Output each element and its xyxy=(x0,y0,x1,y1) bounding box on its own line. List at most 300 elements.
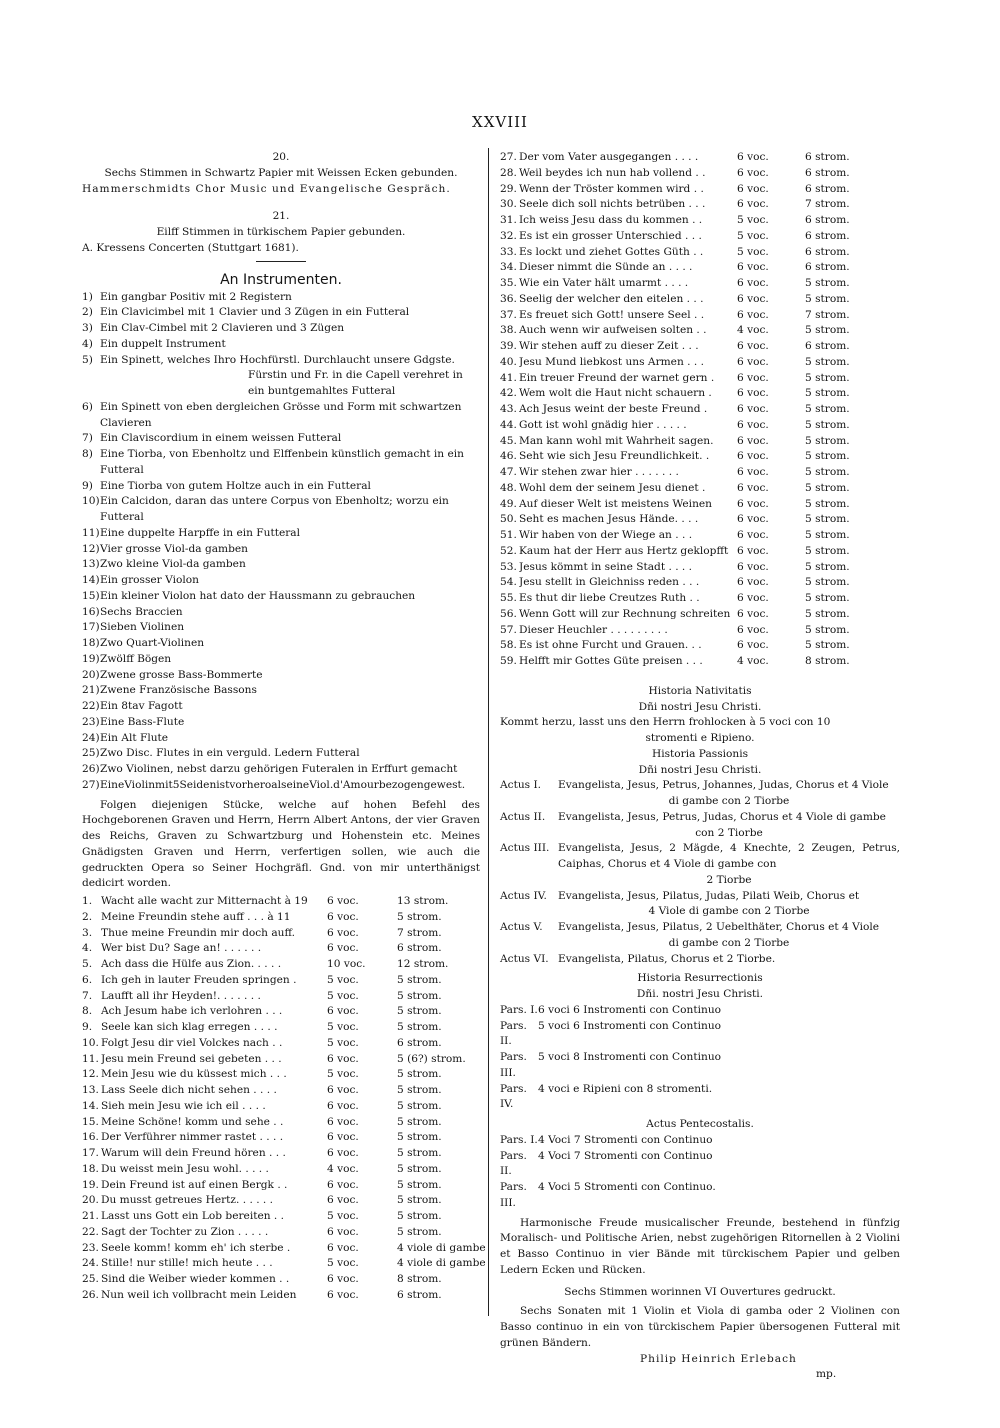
work-instruments: 5 strom. xyxy=(805,466,850,478)
work-title: Ach dass die Hülfe aus Zion. . . . . xyxy=(101,958,282,970)
work-number: 23. xyxy=(82,1241,99,1254)
work-number: 44. xyxy=(500,418,517,431)
work-instruments: 5 strom. xyxy=(397,973,442,986)
instrument-number: 17) xyxy=(82,621,100,634)
instrument-text xyxy=(100,620,480,636)
works-list-left xyxy=(82,894,486,1304)
work-voices: 6 voc. xyxy=(327,895,359,907)
work-title: Nun weil ich vollbracht mein Leiden xyxy=(101,1288,297,1301)
signature-mp: mp. xyxy=(816,1368,837,1381)
work-voices: 5 voc. xyxy=(737,229,769,242)
work-instruments: 6 strom. xyxy=(805,182,850,195)
work-voices: 6 voc. xyxy=(737,639,769,652)
act-text-main: Evangelista, Jesus, Petrus, Judas, Chorus et 4 Viole di gambe xyxy=(558,810,886,823)
work-title: Wir stehen auff zu dieser Zeit . . . xyxy=(519,340,699,352)
work-number: 4. xyxy=(82,942,93,955)
work-row xyxy=(500,308,900,324)
instrument-text-main: Zwo kleine Viol-da gamben xyxy=(100,558,246,571)
instrument-item xyxy=(82,746,480,762)
work-instruments: 5 strom. xyxy=(397,1210,442,1222)
work-number: 16. xyxy=(82,1131,99,1144)
work-voices: 6 voc. xyxy=(737,576,769,589)
work-row xyxy=(82,894,480,910)
passion-act xyxy=(500,952,900,968)
work-number: 47. xyxy=(500,466,517,478)
work-number: 30. xyxy=(500,198,517,211)
instrument-text xyxy=(100,353,480,400)
passion-act xyxy=(500,841,900,888)
work-title: Folgt Jesu dir viel Volckes nach . . xyxy=(101,1036,283,1049)
work-row xyxy=(82,1130,480,1146)
work-voices: 6 voc. xyxy=(737,182,769,195)
work-voices: 6 voc. xyxy=(327,1131,359,1144)
work-instruments: 5 strom. xyxy=(397,989,442,1002)
work-number: 35. xyxy=(500,277,517,289)
work-title: Ich weiss Jesu dass du kommen . . xyxy=(519,214,703,226)
work-number: 36. xyxy=(500,292,517,305)
instrument-text-main: Ein 8tav Fagott xyxy=(100,700,183,712)
instrument-text-main: Ein kleiner Violon hat dato der Haussmann zu gebrauchen xyxy=(100,589,416,602)
work-voices: 6 voc. xyxy=(737,623,769,636)
work-row xyxy=(82,1288,480,1304)
work-title: Kaum hat der Herr aus Hertz geklopfft xyxy=(519,544,729,557)
work-instruments: 8 strom. xyxy=(805,655,850,667)
instrument-text xyxy=(100,447,480,479)
work-instruments: 13 strom. xyxy=(397,895,449,907)
separator-rule xyxy=(256,261,306,262)
work-row xyxy=(500,434,900,450)
instrument-text-main: Ein Spinett, welches Ihro Hochfürstl. Durchlaucht unsere Gdgste. xyxy=(100,353,455,366)
actus-pentecostalis-title: Actus Pentecostalis. xyxy=(646,1118,754,1130)
work-instruments: 5 strom. xyxy=(397,1178,442,1191)
work-voices: 6 voc. xyxy=(327,1225,359,1238)
work-number: 25. xyxy=(82,1273,99,1285)
work-title: Stille! nur stille! mich heute . . . xyxy=(101,1257,273,1270)
instrument-number: 7) xyxy=(82,432,93,445)
work-row xyxy=(500,465,900,481)
work-row xyxy=(500,292,900,308)
work-title: Wohl dem der seinem Jesu dienet . xyxy=(519,481,706,494)
work-instruments: 5 strom. xyxy=(805,513,850,526)
work-row xyxy=(82,926,480,942)
work-instruments: 5 strom. xyxy=(805,403,850,415)
work-instruments: 12 strom. xyxy=(397,958,449,970)
historia-nativitatis-text2: stromenti e Ripieno. xyxy=(645,732,755,744)
work-number: 53. xyxy=(500,560,517,573)
passion-acts xyxy=(500,778,900,967)
work-voices: 6 voc. xyxy=(737,607,769,620)
part-text: 4 Voci 7 Stromenti con Continuo xyxy=(538,1149,713,1162)
instrument-number: 21) xyxy=(82,684,100,697)
sonaten-paragraph: Sechs Sonaten mit 1 Violin et Viola di gamba oder 2 Violinen con Basso continuo in ein von türckischem Papier übersogenen Futteral mit grünen Bändern. xyxy=(500,1305,900,1349)
work-title: Dieser nimmt die Sünde an . . . . xyxy=(519,261,693,274)
instrument-text-main: Zwene grosse Bass-Bommerte xyxy=(100,668,263,681)
work-instruments: 5 strom. xyxy=(805,497,850,510)
work-title: Wer bist Du? Sage an! . . . . . . xyxy=(101,942,262,955)
historia-resurrectionis-title: Historia Resurrectionis xyxy=(637,972,763,985)
work-instruments: 6 strom. xyxy=(805,245,850,258)
part-row xyxy=(500,1003,900,1019)
work-title: Es thut dir liebe Creutzes Ruth . . xyxy=(519,592,700,604)
instrument-text xyxy=(100,778,480,794)
work-row xyxy=(500,607,900,623)
work-voices: 6 voc. xyxy=(737,166,769,179)
historia-passionis-subtitle: Dñi nostri Jesu Christi. xyxy=(638,763,762,776)
work-instruments: 6 strom. xyxy=(397,1036,442,1049)
intro-paragraph: Folgen diejenigen Stücke, welche auf hohen Befehl des Hochgeborenen Graven und Herrn, Herrn Albert Antons, der vier Graven des Reichs, Graven zu Schwartzburg und Hohenstein etc. Meines Gnädigsten Graven und Herrn, verfertigen sollen, wie auch die gedruckten Opera so Seiner Hochgräfl. Gnd. von mir unterthänigst dedicirt worden. xyxy=(82,798,480,890)
work-instruments: 4 viole di gambe xyxy=(397,1241,486,1254)
instrument-number: 8) xyxy=(82,448,93,460)
act-text xyxy=(558,810,900,842)
instrument-number: 4) xyxy=(82,337,93,350)
work-instruments: 5 strom. xyxy=(805,277,850,289)
work-row xyxy=(500,386,900,402)
work-row xyxy=(500,229,900,245)
work-voices: 5 voc. xyxy=(327,973,359,986)
work-voices: 6 voc. xyxy=(327,910,359,923)
work-number: 50. xyxy=(500,513,517,526)
historia-nativitatis-title: Historia Nativitatis xyxy=(648,684,752,697)
work-voices: 6 voc. xyxy=(327,1273,359,1285)
work-title: Ich geh in lauter Freuden springen . xyxy=(101,973,297,986)
work-row xyxy=(500,166,900,182)
work-row xyxy=(82,957,480,973)
work-instruments: 5 strom. xyxy=(805,324,850,337)
work-voices: 6 voc. xyxy=(737,261,769,274)
part-text: 6 voci 6 Instromenti con Continuo xyxy=(538,1003,722,1016)
work-row xyxy=(500,371,900,387)
work-title: Es ist ohne Furcht und Grauen. . . xyxy=(519,639,702,652)
work-title: Gott ist wohl gnädig hier . . . . . xyxy=(519,418,687,431)
work-number: 28. xyxy=(500,166,517,179)
work-number: 10. xyxy=(82,1036,99,1049)
work-number: 40. xyxy=(500,355,517,368)
act-label: Actus II. xyxy=(500,810,546,823)
work-row xyxy=(500,528,900,544)
instrument-text-main: Eine Tiorba, von Ebenholtz und Elffenbein künstlich gemacht in ein Futteral xyxy=(100,448,464,476)
instrument-number: 13) xyxy=(82,558,100,571)
item-20-line2: Hammerschmidts Chor Music und Evangelische Gespräch. xyxy=(82,182,451,195)
instrument-text-main: Zwene Französische Bassons xyxy=(100,684,257,697)
part-row xyxy=(500,1019,900,1051)
instrument-text-main: Zwo Quart-Violinen xyxy=(100,637,205,649)
work-voices: 6 voc. xyxy=(327,1084,359,1096)
work-title: Wenn der Tröster kommen wird . . xyxy=(519,182,704,195)
work-row xyxy=(82,1004,480,1020)
work-voices: 6 voc. xyxy=(327,1194,359,1207)
work-row xyxy=(82,1193,480,1209)
instrument-number: 24) xyxy=(82,731,100,744)
work-voices: 6 voc. xyxy=(737,481,769,494)
work-title: Jesu mein Freund sei gebeten . . . xyxy=(101,1052,282,1065)
work-number: 14. xyxy=(82,1099,99,1112)
work-instruments: 5 strom. xyxy=(397,1005,442,1018)
instrument-text-main: Ein Claviscordium in einem weissen Futteral xyxy=(100,432,342,445)
work-instruments: 4 viole di gambe xyxy=(397,1257,486,1270)
instrument-text xyxy=(100,605,480,621)
work-number: 21. xyxy=(82,1210,99,1222)
work-title: Wie ein Vater hält umarmt . . . . xyxy=(519,277,689,289)
work-number: 42. xyxy=(500,387,517,400)
historia-resurrectionis-subtitle: Dñi. nostri Jesu Christi. xyxy=(636,988,764,1000)
work-number: 1. xyxy=(82,895,93,907)
work-instruments: 5 strom. xyxy=(805,450,850,463)
work-number: 12. xyxy=(82,1068,99,1081)
instrument-text xyxy=(100,400,480,432)
work-title: Seht wie sich Jesu Freundlichkeit. . xyxy=(519,450,710,463)
instrument-text-main: Ein duppelt Instrument xyxy=(100,337,226,350)
work-row xyxy=(500,150,900,166)
work-row xyxy=(82,1115,480,1131)
work-instruments: 7 strom. xyxy=(805,308,850,321)
work-number: 7. xyxy=(82,989,93,1002)
work-row xyxy=(500,512,900,528)
instrument-number: 27) xyxy=(82,778,100,791)
work-number: 33. xyxy=(500,245,517,258)
instrument-text xyxy=(100,699,480,715)
instrument-text xyxy=(100,746,480,762)
passion-act xyxy=(500,889,900,921)
act-text-main: Evangelista, Jesus, Pilatus, Judas, Pilati Weib, Chorus et xyxy=(558,889,860,902)
work-instruments: 5 strom. xyxy=(397,1131,442,1144)
work-row xyxy=(500,575,900,591)
right-column xyxy=(500,150,900,1383)
instrument-text-main: Ein Spinett von eben dergleichen Grösse und Form mit schwartzen Clavieren xyxy=(100,400,462,429)
instrument-item xyxy=(82,494,480,526)
part-label: Pars. III. xyxy=(500,1181,527,1209)
instrument-text xyxy=(100,290,480,306)
work-title: Dieser Heuchler . . . . . . . . . xyxy=(519,623,668,636)
instrument-number: 15) xyxy=(82,589,100,602)
work-number: 20. xyxy=(82,1194,99,1207)
work-title: Lasst uns Gott ein Lob bereiten . . xyxy=(101,1210,285,1222)
item-20-line1: Sechs Stimmen in Schwartz Papier mit Weissen Ecken gebunden. xyxy=(104,166,458,179)
work-voices: 6 voc. xyxy=(327,1178,359,1191)
instrument-number: 20) xyxy=(82,668,100,681)
instrument-text-main: Sieben Violinen xyxy=(100,621,185,634)
work-voices: 6 voc. xyxy=(737,277,769,289)
work-title: Ein treuer Freund der warnet gern . xyxy=(519,371,715,384)
work-row xyxy=(82,1052,480,1068)
work-title: Es lockt und ziehet Gottes Güth . . xyxy=(519,245,704,258)
instrument-item xyxy=(82,589,480,605)
instrument-text xyxy=(100,305,480,321)
work-number: 56. xyxy=(500,607,517,620)
work-title: Der Verführer nimmer rastet . . . . xyxy=(101,1131,284,1144)
work-row xyxy=(500,245,900,261)
work-row xyxy=(82,1178,480,1194)
work-instruments: 6 strom. xyxy=(805,340,850,352)
work-number: 59. xyxy=(500,655,517,667)
instrument-item xyxy=(82,431,480,447)
instrument-item xyxy=(82,762,480,778)
instrument-text xyxy=(100,494,480,526)
work-number: 13. xyxy=(82,1084,99,1096)
instrument-text-main: Ein grosser Violon xyxy=(100,574,199,586)
work-instruments: 6 strom. xyxy=(805,151,850,163)
instrument-text-main: Eine Tiorba von gutem Holtze auch in ein Futteral xyxy=(100,479,371,492)
instrument-item xyxy=(82,337,480,353)
work-instruments: 6 strom. xyxy=(805,166,850,179)
instrument-text-main: Zwölff Bögen xyxy=(100,652,172,665)
work-number: 32. xyxy=(500,229,517,242)
work-voices: 6 voc. xyxy=(737,560,769,573)
work-instruments: 5 strom. xyxy=(805,544,850,557)
instrument-number: 23) xyxy=(82,715,100,728)
work-voices: 6 voc. xyxy=(327,1052,359,1065)
instrument-item xyxy=(82,321,480,337)
instrument-text xyxy=(100,715,480,731)
work-number: 57. xyxy=(500,623,517,636)
work-voices: 5 voc. xyxy=(737,214,769,226)
instrument-number: 2) xyxy=(82,306,93,319)
part-label: Pars. I. xyxy=(500,1133,538,1146)
work-title: Seele kan sich klag erregen . . . . xyxy=(101,1021,278,1033)
act-label: Actus III. xyxy=(500,842,550,855)
instrument-item xyxy=(82,400,480,432)
work-row xyxy=(500,544,900,560)
act-text-cont: di gambe con 2 Tiorbe xyxy=(668,795,790,807)
instrument-text xyxy=(100,542,480,558)
passion-act xyxy=(500,810,900,842)
instrument-text-main: Ein Alt Flute xyxy=(100,731,169,744)
instrument-item xyxy=(82,526,480,542)
work-instruments: 5 strom. xyxy=(397,1068,442,1081)
work-row xyxy=(82,1083,480,1099)
work-number: 34. xyxy=(500,261,517,274)
instrument-text xyxy=(100,573,480,589)
part-row xyxy=(500,1149,900,1181)
work-voices: 4 voc. xyxy=(737,324,769,337)
work-instruments: 5 strom. xyxy=(397,1225,442,1238)
instrument-item xyxy=(82,557,480,573)
work-title: Meine Freundin stehe auff . . . à 11 xyxy=(101,910,291,923)
harmonische-freude-paragraph: Harmonische Freude musicalischer Freunde, bestehend in fünfzig Moralisch- und Politische Arien, nebst zugehörigen Ritornellen à 2 Violini et Basso Continuo in vier Bände mit türckischem Papier und gelben Ledern Ecken und Rücken. xyxy=(500,1216,900,1276)
historia-nativitatis-text: Kommt herzu, lasst uns den Herrn frohlocken à 5 voci con 10 xyxy=(500,716,831,729)
work-instruments: 5 strom. xyxy=(397,1115,442,1128)
work-row xyxy=(500,449,900,465)
instrument-number: 16) xyxy=(82,605,100,618)
work-title: Sieh mein Jesu wie ich eil . . . . xyxy=(101,1099,266,1112)
work-instruments: 5 strom. xyxy=(397,910,442,923)
work-voices: 6 voc. xyxy=(327,1241,359,1254)
work-voices: 4 voc. xyxy=(327,1162,359,1175)
work-row xyxy=(82,1272,480,1288)
work-number: 22. xyxy=(82,1225,99,1238)
work-instruments: 5 strom. xyxy=(805,576,850,589)
work-title: Man kann wohl mit Wahrheit sagen. xyxy=(519,434,714,447)
work-row xyxy=(500,654,900,670)
work-row xyxy=(500,323,900,339)
work-title: Ach Jesum habe ich verlohren . . . xyxy=(101,1005,283,1018)
act-text-cont: 2 Tiorbe xyxy=(706,873,752,886)
work-row xyxy=(82,1209,480,1225)
work-instruments: 5 strom. xyxy=(397,1099,442,1112)
work-voices: 6 voc. xyxy=(737,308,769,321)
instrument-number: 19) xyxy=(82,652,100,665)
work-voices: 5 voc. xyxy=(327,1257,359,1270)
work-instruments: 5 strom. xyxy=(805,371,850,384)
historia-passionis-title: Historia Passionis xyxy=(651,747,749,760)
act-label: Actus IV. xyxy=(500,889,547,902)
work-title: Mein Jesu wie du küssest mich . . . xyxy=(101,1068,287,1081)
act-text xyxy=(558,920,900,952)
part-label: Pars. III. xyxy=(500,1051,527,1079)
work-voices: 6 voc. xyxy=(327,1288,359,1301)
work-title: Seht es machen Jesus Hände. . . . xyxy=(519,513,699,526)
work-row xyxy=(500,276,900,292)
instrument-text xyxy=(100,636,480,652)
work-title: Ach Jesus weint der beste Freund . xyxy=(519,403,708,415)
work-number: 48. xyxy=(500,481,517,494)
instrument-item xyxy=(82,683,480,699)
work-row xyxy=(500,402,900,418)
work-title: Warum will dein Freund hören . . . xyxy=(101,1147,286,1159)
work-number: 2. xyxy=(82,910,93,923)
instrument-text xyxy=(100,762,480,778)
instrument-number: 9) xyxy=(82,479,93,492)
instrument-number: 26) xyxy=(82,763,100,775)
act-label: Actus I. xyxy=(500,779,542,792)
work-voices: 6 voc. xyxy=(327,1005,359,1018)
work-voices: 5 voc. xyxy=(327,1036,359,1049)
work-row xyxy=(500,260,900,276)
part-text: 5 voci 8 Instromenti con Continuo xyxy=(538,1051,722,1063)
work-number: 11. xyxy=(82,1052,99,1065)
work-row xyxy=(82,1036,480,1052)
work-voices: 6 voc. xyxy=(737,387,769,400)
work-instruments: 5 strom. xyxy=(805,355,850,368)
work-row xyxy=(500,213,900,229)
work-number: 26. xyxy=(82,1288,99,1301)
work-title: Wacht alle wacht zur Mitternacht à 19 xyxy=(101,895,308,907)
work-row xyxy=(82,941,480,957)
instrument-text xyxy=(100,431,480,447)
work-voices: 6 voc. xyxy=(737,151,769,163)
work-number: 8. xyxy=(82,1005,93,1018)
instrument-text-main: EineViolinmit5SeidenistvorheroalseineViol.d'Amourbezogengewest. xyxy=(100,778,466,791)
instrument-item xyxy=(82,668,480,684)
item-21-number: 21. xyxy=(272,210,290,223)
work-voices: 4 voc. xyxy=(737,655,769,667)
work-number: 52. xyxy=(500,544,517,557)
instrument-number: 22) xyxy=(82,700,100,712)
instrument-text xyxy=(100,589,480,605)
work-voices: 6 voc. xyxy=(327,1099,359,1112)
work-voices: 5 voc. xyxy=(327,1068,359,1081)
work-title: Es ist ein grosser Unterschied . . . xyxy=(519,229,702,242)
passion-act xyxy=(500,920,900,952)
work-instruments: 6 strom. xyxy=(805,261,850,274)
instrument-number: 1) xyxy=(82,290,93,303)
work-instruments: 5 strom. xyxy=(397,1084,442,1096)
instrument-text-main: Eine duppelte Harpffe in ein Futteral xyxy=(100,526,301,539)
item-21-line1: Eilff Stimmen in türkischem Papier gebunden. xyxy=(156,226,406,238)
part-label: Pars. I. xyxy=(500,1003,538,1016)
work-voices: 6 voc. xyxy=(737,529,769,541)
works-list-right xyxy=(500,150,900,670)
part-text: 5 voci 6 Instromenti con Continuo xyxy=(538,1019,722,1032)
act-text-cont: 4 Viole di gambe con 2 Tiorbe xyxy=(648,905,810,918)
work-instruments: 6 strom. xyxy=(397,942,442,955)
instruments-title: An Instrumenten. xyxy=(220,271,342,288)
instrument-item xyxy=(82,731,480,747)
work-row xyxy=(500,197,900,213)
work-instruments: 7 strom. xyxy=(397,926,442,939)
work-title: Es freuet sich Gott! unsere Seel . . xyxy=(519,308,705,321)
work-row xyxy=(500,623,900,639)
work-number: 58. xyxy=(500,639,517,652)
